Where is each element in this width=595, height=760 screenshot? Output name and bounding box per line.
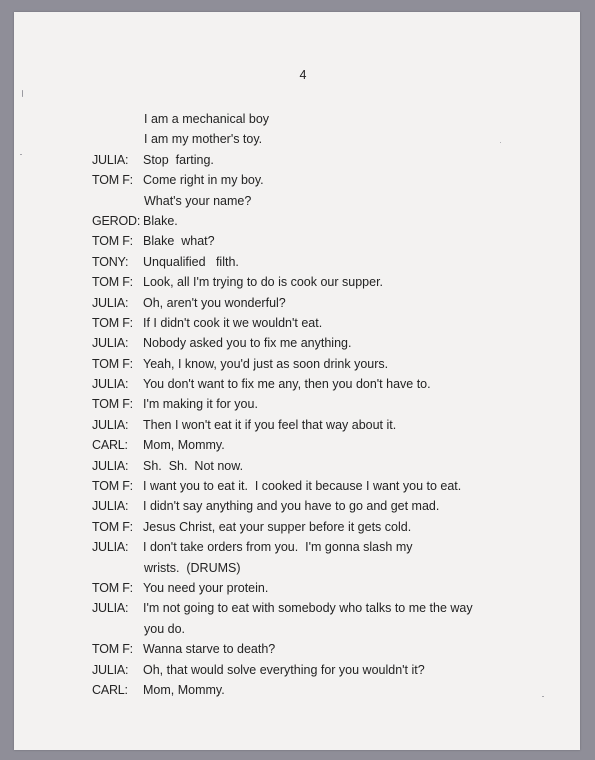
script-line: [92, 313, 562, 333]
dialogue-text: What's your name?: [144, 193, 252, 208]
script-line: [92, 639, 562, 659]
speaker-name: TOM F:: [92, 234, 133, 249]
dialogue-text: Mom, Mommy.: [143, 682, 225, 697]
page-number: 4: [299, 68, 307, 82]
dialogue-text: I don't take orders from you. I'm gonna slash my: [143, 540, 413, 555]
dialogue-text: you do.: [144, 621, 186, 636]
dialogue-text: wrists. (DRUMS): [144, 560, 241, 575]
script-line: [92, 415, 562, 435]
script-line: [92, 231, 562, 251]
paper-speck: [500, 142, 501, 143]
script-line: [92, 394, 562, 414]
script-line: [92, 496, 562, 516]
dialogue-text: Nobody asked you to fix me anything.: [143, 336, 352, 351]
dialogue-text: Blake.: [143, 213, 178, 228]
speaker-name: CARL:: [92, 682, 128, 697]
script-line: [92, 211, 562, 231]
speaker-name: TOM F:: [92, 479, 133, 494]
script-line: [92, 293, 562, 313]
dialogue-text: Look, all I'm trying to do is cook our supper.: [143, 275, 384, 290]
speaker-name: JULIA:: [92, 377, 129, 392]
dialogue-text: I'm not going to eat with somebody who talks to me the way: [143, 601, 473, 616]
speaker-name: JULIA:: [92, 458, 129, 473]
speaker-name: TOM F:: [92, 397, 133, 412]
dialogue-text: You don't want to fix me any, then you don't have to.: [143, 377, 431, 392]
speaker-name: JULIA:: [92, 336, 129, 351]
dialogue-text: You need your protein.: [143, 580, 269, 595]
paper-speck: [20, 154, 22, 155]
speaker-name: TONY:: [92, 254, 129, 269]
speaker-name: TOM F:: [92, 580, 133, 595]
dialogue-text: Wanna starve to death?: [143, 642, 276, 657]
dialogue-text: I'm making it for you.: [143, 397, 258, 412]
speaker-name: TOM F:: [92, 173, 133, 188]
speaker-name: JULIA:: [92, 540, 129, 555]
paper-speck: [22, 90, 23, 97]
dialogue-text: I am a mechanical boy: [144, 112, 270, 126]
script-line: [92, 578, 562, 598]
script-line: [92, 456, 562, 476]
script-line: [92, 476, 562, 496]
script-body: [92, 109, 562, 700]
speaker-name: GEROD:: [92, 213, 141, 228]
script-line: [92, 170, 562, 190]
script-line: [92, 680, 562, 700]
script-line: [92, 598, 562, 618]
dialogue-text: Sh. Sh. Not now.: [143, 458, 244, 473]
dialogue-text: I want you to eat it. I cooked it because I want you to eat.: [143, 479, 462, 494]
dialogue-text: Oh, that would solve everything for you wouldn't it?: [143, 662, 425, 677]
speaker-name: JULIA:: [92, 601, 129, 616]
script-line: [92, 333, 562, 353]
script-line: [92, 537, 562, 557]
paper-speck: [542, 696, 544, 697]
dialogue-text: Come right in my boy.: [143, 173, 264, 188]
dialogue-text: Unqualified filth.: [143, 254, 239, 269]
speaker-name: TOM F:: [92, 519, 133, 534]
document-page: [14, 12, 580, 750]
speaker-name: JULIA:: [92, 295, 129, 310]
script-line: [92, 660, 562, 680]
speaker-name: TOM F:: [92, 356, 133, 371]
dialogue-text: Mom, Mommy.: [143, 438, 225, 453]
script-line: [92, 109, 562, 129]
speaker-name: TOM F:: [92, 642, 133, 657]
dialogue-text: Jesus Christ, eat your supper before it gets cold.: [143, 519, 412, 534]
dialogue-text: Yeah, I know, you'd just as soon drink yours.: [143, 356, 389, 371]
speaker-name: JULIA:: [92, 152, 129, 167]
script-line: [92, 558, 562, 578]
speaker-name: JULIA:: [92, 662, 129, 677]
dialogue-text: I am my mother's toy.: [144, 132, 263, 147]
speaker-name: TOM F:: [92, 275, 133, 290]
script-line: [92, 150, 562, 170]
script-line: [92, 517, 562, 537]
speaker-name: TOM F:: [92, 315, 133, 330]
dialogue-text: Stop farting.: [143, 152, 214, 167]
script-line: [92, 374, 562, 394]
script-line: [92, 191, 562, 211]
dialogue-text: Oh, aren't you wonderful?: [143, 295, 286, 310]
dialogue-text: Blake what?: [143, 234, 215, 249]
speaker-name: CARL:: [92, 438, 128, 453]
speaker-name: JULIA:: [92, 417, 129, 432]
script-line: [92, 129, 562, 149]
script-line: [92, 435, 562, 455]
script-line: [92, 272, 562, 292]
dialogue-text: Then I won't eat it if you feel that way about it.: [143, 417, 397, 432]
script-line: [92, 354, 562, 374]
script-line: [92, 619, 562, 639]
dialogue-text: I didn't say anything and you have to go and get mad.: [143, 499, 440, 514]
script-line: [92, 252, 562, 272]
speaker-name: JULIA:: [92, 499, 129, 514]
dialogue-text: If I didn't cook it we wouldn't eat.: [143, 315, 323, 330]
